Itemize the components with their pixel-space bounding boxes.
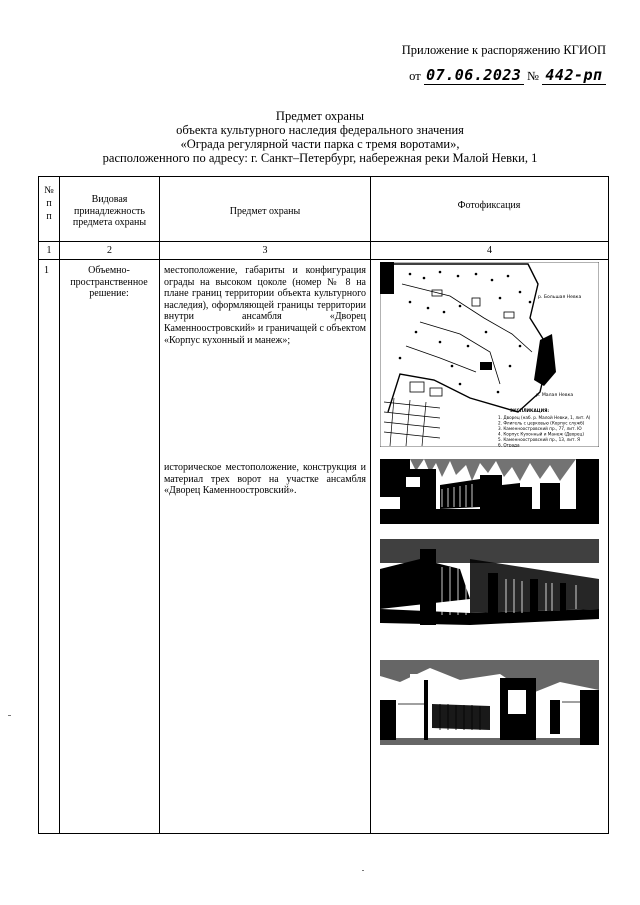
- from-label: от: [409, 69, 421, 83]
- col-number-2: 2: [107, 245, 112, 256]
- row-subject-1: местоположение, габариты и конфигурация ограды на высоком цоколе (номер № 8 на плане границ территории объекта культурного наследия), оформляющей границы территории внутри ансамбля «Дворец Каменноостровский» и граничащей с объектом «Корпус кухонный и манеж»;: [164, 265, 366, 346]
- col-number-4: 4: [487, 245, 492, 256]
- table-top-border: [38, 176, 609, 177]
- table-bottom-border: [38, 833, 609, 834]
- title-line-1: Предмет охраны: [275, 109, 365, 123]
- title-line-4: расположенного по адресу: г. Санкт–Петербург, набережная реки Малой Невки, 1: [102, 151, 538, 165]
- col-number-3: 3: [262, 245, 268, 256]
- fence-gate-photo-1: [380, 459, 599, 524]
- row-type: Объемно-пространственное решение:: [70, 265, 148, 300]
- appendix-line: [402, 43, 606, 58]
- map-legend-item: 2. Флигель с церковью (Корпус служб): [498, 420, 585, 426]
- table-right-border: [608, 176, 609, 834]
- col-divider-3: [370, 176, 371, 834]
- header-bottom-border: [38, 241, 609, 242]
- map-legend-title: ЭКСПЛИКАЦИЯ:: [510, 408, 550, 413]
- scan-mark: [8, 715, 11, 716]
- fence-gate-photo-2-image: [380, 660, 599, 745]
- document-number: 442-рп: [542, 66, 606, 85]
- col-header-num-label: № п п: [44, 185, 54, 222]
- col-header-subject: Предмет охраны: [229, 206, 301, 217]
- date-number-line: [409, 66, 606, 85]
- col-divider-2: [159, 176, 160, 834]
- map-label-river-top: р. Большая Невка: [538, 295, 582, 300]
- title-line-3: «Ограда регулярной части парка с тремя воротами»,: [180, 137, 460, 151]
- row-number: 1: [44, 265, 49, 276]
- fence-winter-photo: [380, 539, 599, 639]
- numbers-bottom-border: [38, 259, 609, 260]
- scan-mark: [362, 870, 364, 871]
- row-subject-2: историческое местоположение, конструкция и материал трех ворот на участке ансамбля «Дворец Каменноостровский».: [164, 462, 366, 497]
- appendix-text: Приложение к распоряжению КГИОП: [401, 43, 606, 57]
- col-header-num: [40, 184, 58, 223]
- title-line-2: объекта культурного наследия федерального значения: [176, 123, 464, 137]
- map-legend-item: 6. Ограда: [498, 442, 520, 447]
- number-label: №: [526, 69, 539, 83]
- fence-gate-photo-2: [380, 660, 599, 745]
- col-number-1: 1: [46, 245, 52, 256]
- col-divider-1: [59, 176, 60, 834]
- col-header-photo: Фотофиксация: [457, 200, 521, 211]
- fence-gate-photo-1-image: [380, 459, 599, 524]
- fence-winter-photo-image: [380, 539, 599, 639]
- table-left-border: [38, 176, 39, 834]
- map-legend-item: 3. Каменноостровский пр., 77, лит. Ю: [498, 426, 582, 431]
- document-date: 07.06.2023: [424, 66, 524, 85]
- map-legend-item: 1. Дворец (наб. р. Малой Невки, 1, лит. А): [498, 415, 591, 420]
- map-legend-item: 5. Каменноостровский пр., 13, лит. Я: [498, 437, 581, 442]
- site-plan-photo: [380, 262, 599, 447]
- site-plan-drawing: [380, 262, 599, 447]
- map-legend-item: 4. Корпус Кухонный и Манеж (Дворец): [498, 431, 584, 437]
- map-label-river-bottom: р. Малая Невка: [536, 393, 574, 398]
- col-header-type: Видовая принадлежность предмета охраны: [72, 194, 147, 229]
